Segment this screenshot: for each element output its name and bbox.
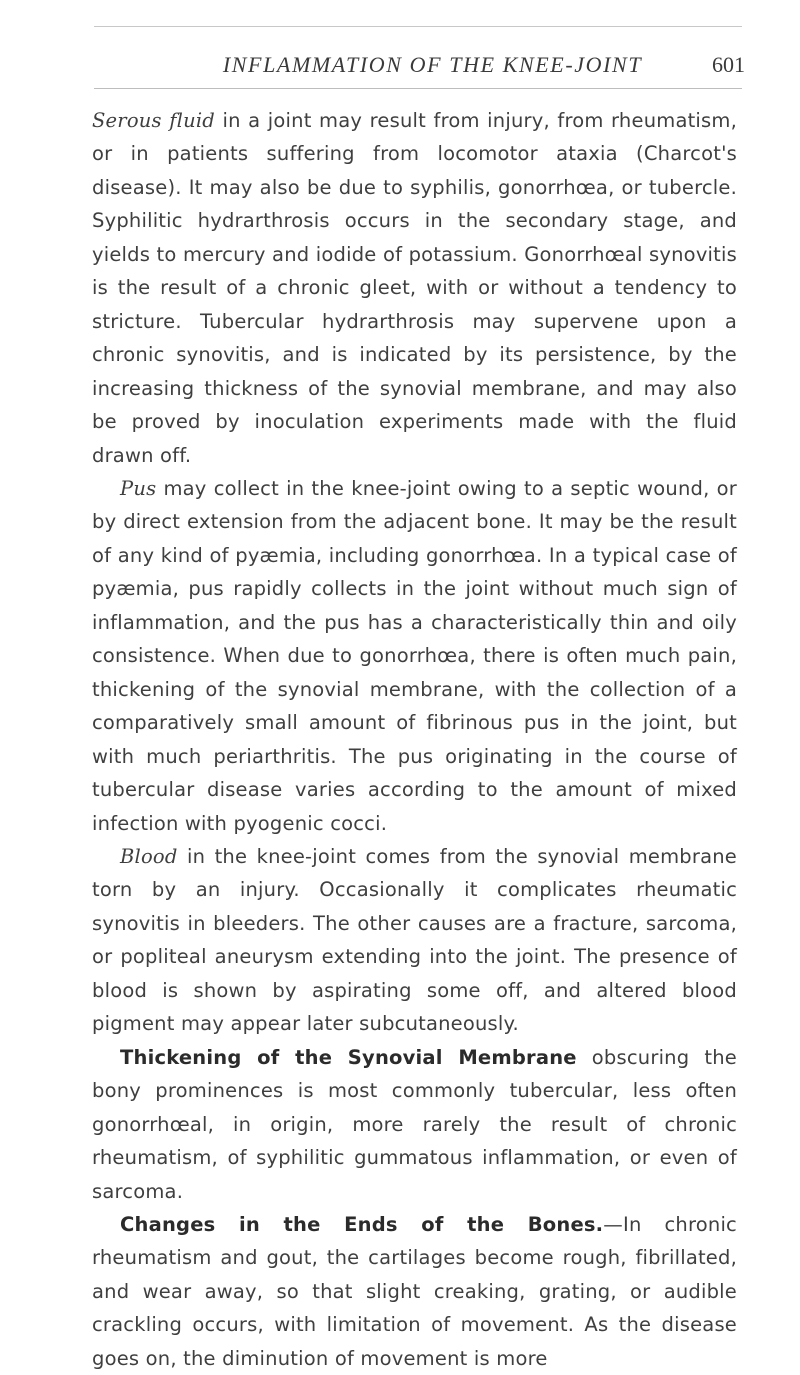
top-edge-rule xyxy=(94,26,742,27)
body-text xyxy=(92,104,737,1375)
page-number: 601 xyxy=(712,52,745,77)
running-title: INFLAMMATION OF THE KNEE-JOINT xyxy=(222,52,643,77)
header-rule xyxy=(94,88,742,89)
paragraph-serous-fluid xyxy=(92,104,737,472)
paragraph-bone-changes xyxy=(92,1208,737,1375)
paragraph-blood xyxy=(92,840,737,1041)
paragraph-text: in a joint may result from injury, from rheumatism, or in patients suffering from locomotor ataxia (Charcot's disease). It may also be due to syphilis, gonorrhœa, or tubercle. Syphilitic hydrarthrosis occurs in the secondary stage, and yields to mercury and iodide of potassium. Gonorrhœal synovitis is the result of a chronic gleet, with or without a tendency to stricture. Tubercular hydrarthrosis may supervene upon a chronic synovitis, and is indicated by its persistence, by the increasing thickness of the synovial membrane, and may also be proved by inoculation experiments made with the fluid drawn off. xyxy=(92,109,738,467)
term-serous-fluid: Serous fluid xyxy=(92,109,215,132)
term-pus: Pus xyxy=(120,476,157,500)
paragraph-text: obscuring the bony prominences is most commonly tubercular, less often gonorrhœal, in origin, more rarely the result of chronic rheumatism, of syphilitic gummatous inflammation, or even of sarcoma. xyxy=(92,1045,737,1203)
heading-changes-ends-of-bones: Changes in the Ends of the Bones. xyxy=(120,1212,604,1236)
heading-thickening-synovial-membrane: Thickening of the Synovial Membrane xyxy=(120,1045,577,1069)
paragraph-text: —In chronic rheumatism and gout, the cartilages become rough, fibrillated, and wear away, so that slight creaking, grating, or audible crackling occurs, with limitation of movement. As the disease goes on, the diminution of movement is more xyxy=(92,1212,737,1370)
paragraph-pus xyxy=(92,472,737,840)
paragraph-text: may collect in the knee-joint owing to a septic wound, or by direct extension from the adjacent bone. It may be the result of any kind of pyæmia, including gonorrhœa. In a typical case of pyæmia, pus rapidly collects in the joint without much sign of inflammation, and the pus has a characteristically thin and oily consistence. When due to gonorrhœa, there is often much pain, thickening of the synovial membrane, with the collection of a comparatively small amount of fibrinous pus in the joint, but with much periarthritis. The pus originating in the course of tubercular disease varies according to the amount of mixed infection with pyogenic cocci. xyxy=(92,476,737,835)
term-blood: Blood xyxy=(120,844,178,868)
page-header xyxy=(120,52,745,92)
paragraph-thickening xyxy=(92,1041,737,1208)
paragraph-text: in the knee-joint comes from the synovial membrane torn by an injury. Occasionally it complicates rheumatic synovitis in bleeders. The other causes are a fracture, sarcoma, or popliteal aneurysm extending into the joint. The presence of blood is shown by aspirating some off, and altered blood pigment may appear later subcutaneously. xyxy=(92,844,737,1036)
